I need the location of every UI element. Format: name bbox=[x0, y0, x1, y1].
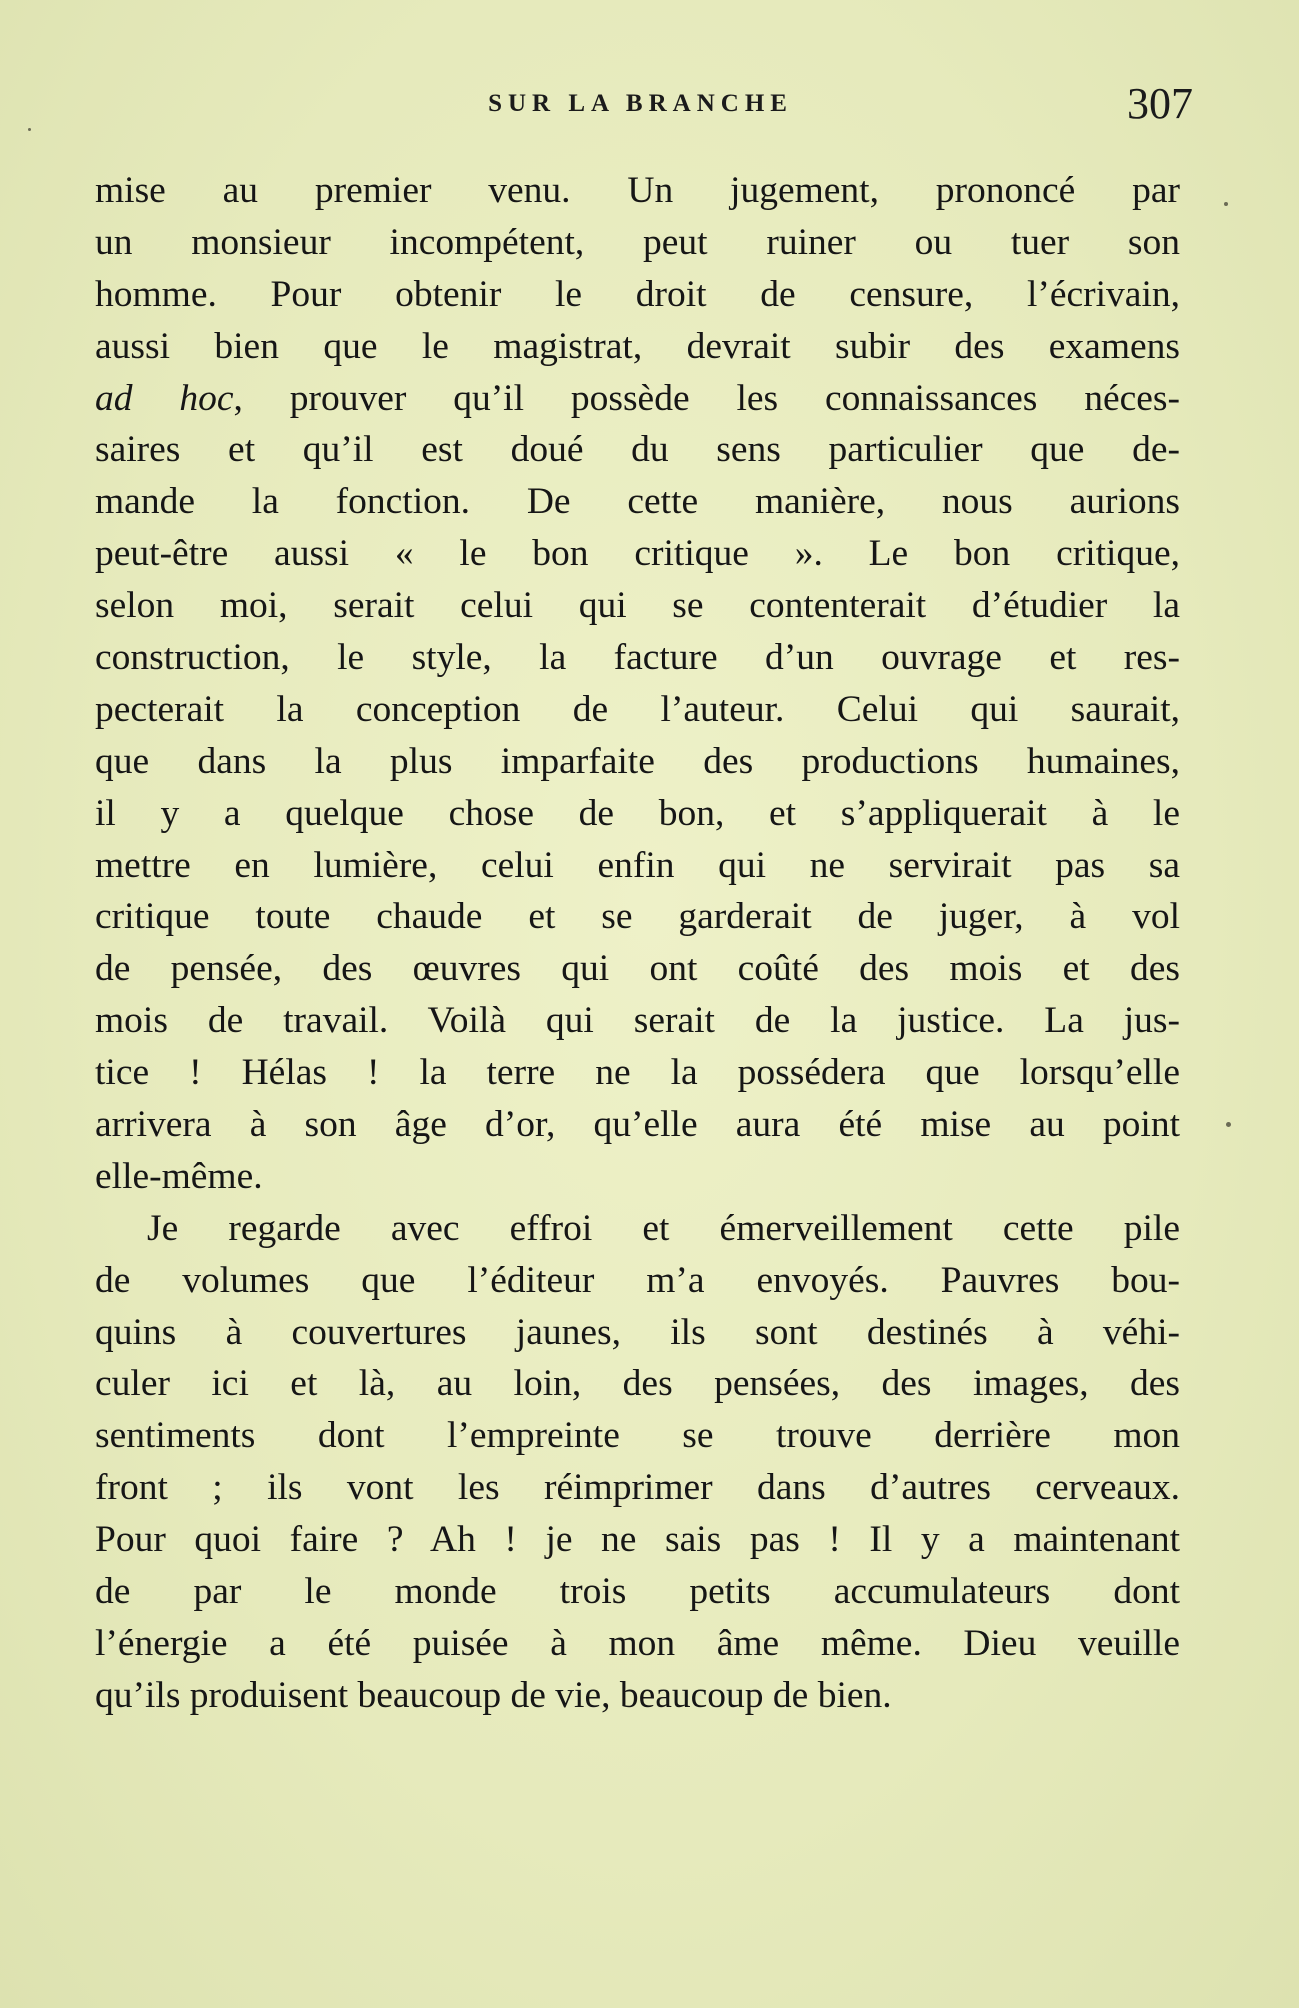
speck-mark bbox=[1226, 1122, 1231, 1127]
line-text: qu’ils produisent beaucoup de vie, beaucoup de bien. bbox=[95, 1674, 892, 1716]
text-line bbox=[95, 528, 1180, 580]
text-line bbox=[95, 891, 1180, 943]
text-line bbox=[95, 1047, 1180, 1099]
line-text: de pensée, des œuvres qui ont coûté des mois et des bbox=[95, 948, 1180, 990]
line-text: que dans la plus imparfaite des productions humaines, bbox=[95, 740, 1180, 782]
line-text: mande la fonction. De cette manière, nous aurions bbox=[95, 481, 1180, 523]
line-text: l’énergie a été puisée à mon âme même. Dieu veuille bbox=[95, 1622, 1180, 1664]
line-text: homme. Pour obtenir le droit de censure, l’écrivain, bbox=[95, 273, 1180, 315]
line-text: Je regarde avec effroi et émerveillement cette pile bbox=[147, 1207, 1180, 1249]
line-text: mois de travail. Voilà qui serait de la justice. La jus- bbox=[95, 1000, 1180, 1042]
text-line bbox=[95, 1255, 1180, 1307]
text-line bbox=[95, 165, 1180, 217]
text-line bbox=[95, 580, 1180, 632]
text-line bbox=[95, 1618, 1180, 1670]
line-text: , prouver qu’il possède les connaissances néces- bbox=[233, 377, 1180, 419]
text-line bbox=[95, 373, 1180, 425]
line-text: quins à couvertures jaunes, ils sont destinés à véhi- bbox=[95, 1311, 1180, 1353]
line-text: Pour quoi faire ? Ah ! je ne sais pas ! Il y a maintenant bbox=[95, 1519, 1180, 1561]
text-line bbox=[95, 1670, 1180, 1722]
paragraph bbox=[95, 165, 1180, 1203]
body-text bbox=[95, 165, 1180, 1722]
line-text: il y a quelque chose de bon, et s’appliquerait à le bbox=[95, 792, 1180, 834]
speck-mark bbox=[1224, 202, 1228, 206]
line-text: front ; ils vont les réimprimer dans d’autres cerveaux. bbox=[95, 1467, 1180, 1509]
text-line bbox=[95, 217, 1180, 269]
text-line bbox=[95, 269, 1180, 321]
text-line bbox=[95, 424, 1180, 476]
speck-mark bbox=[28, 128, 31, 131]
text-line bbox=[95, 1307, 1180, 1359]
text-line bbox=[95, 995, 1180, 1047]
line-text: elle-même. bbox=[95, 1155, 263, 1197]
text-line bbox=[95, 943, 1180, 995]
text-line bbox=[95, 840, 1180, 892]
text-line bbox=[95, 476, 1180, 528]
text-line bbox=[95, 321, 1180, 373]
line-text: mise au premier venu. Un jugement, prononcé par bbox=[95, 170, 1180, 211]
text-line bbox=[95, 1566, 1180, 1618]
line-text: saires et qu’il est doué du sens particulier que de- bbox=[95, 429, 1180, 471]
line-text: arrivera à son âge d’or, qu’elle aura été mise au point bbox=[95, 1104, 1180, 1146]
text-line bbox=[95, 1514, 1180, 1566]
italic-text: ad hoc bbox=[95, 377, 234, 419]
text-line bbox=[95, 736, 1180, 788]
page-header bbox=[92, 78, 1193, 138]
line-text: aussi bien que le magistrat, devrait subir des examens bbox=[95, 325, 1180, 367]
text-line bbox=[95, 1099, 1180, 1151]
page-number: 307 bbox=[1127, 79, 1193, 128]
line-text: de par le monde trois petits accumulateurs dont bbox=[95, 1571, 1180, 1613]
line-text: un monsieur incompétent, peut ruiner ou tuer son bbox=[95, 221, 1180, 263]
running-head: SUR LA BRANCHE bbox=[488, 90, 793, 117]
line-text: sentiments dont l’empreinte se trouve derrière mon bbox=[95, 1415, 1180, 1457]
line-text: selon moi, serait celui qui se contenterait d’étudier la bbox=[95, 585, 1180, 627]
text-line bbox=[95, 1410, 1180, 1462]
line-text: pecterait la conception de l’auteur. Celui qui saurait, bbox=[95, 688, 1180, 730]
line-text: de volumes que l’éditeur m’a envoyés. Pauvres bou- bbox=[95, 1259, 1180, 1301]
line-text: tice ! Hélas ! la terre ne la possédera que lorsqu’elle bbox=[95, 1052, 1180, 1094]
text-line bbox=[95, 632, 1180, 684]
text-line bbox=[95, 1358, 1180, 1410]
line-text: mettre en lumière, celui enfin qui ne servirait pas sa bbox=[95, 844, 1180, 886]
line-text: critique toute chaude et se garderait de juger, à vol bbox=[95, 896, 1180, 938]
line-text: peut-être aussi « le bon critique ». Le bon critique, bbox=[95, 533, 1180, 575]
line-text: culer ici et là, au loin, des pensées, des images, des bbox=[95, 1363, 1180, 1405]
text-line bbox=[95, 1203, 1180, 1255]
text-line bbox=[95, 684, 1180, 736]
paragraph bbox=[95, 1203, 1180, 1722]
text-line bbox=[95, 1462, 1180, 1514]
text-line bbox=[95, 1151, 1180, 1203]
text-line bbox=[95, 788, 1180, 840]
line-text: construction, le style, la facture d’un ouvrage et res- bbox=[95, 637, 1180, 679]
